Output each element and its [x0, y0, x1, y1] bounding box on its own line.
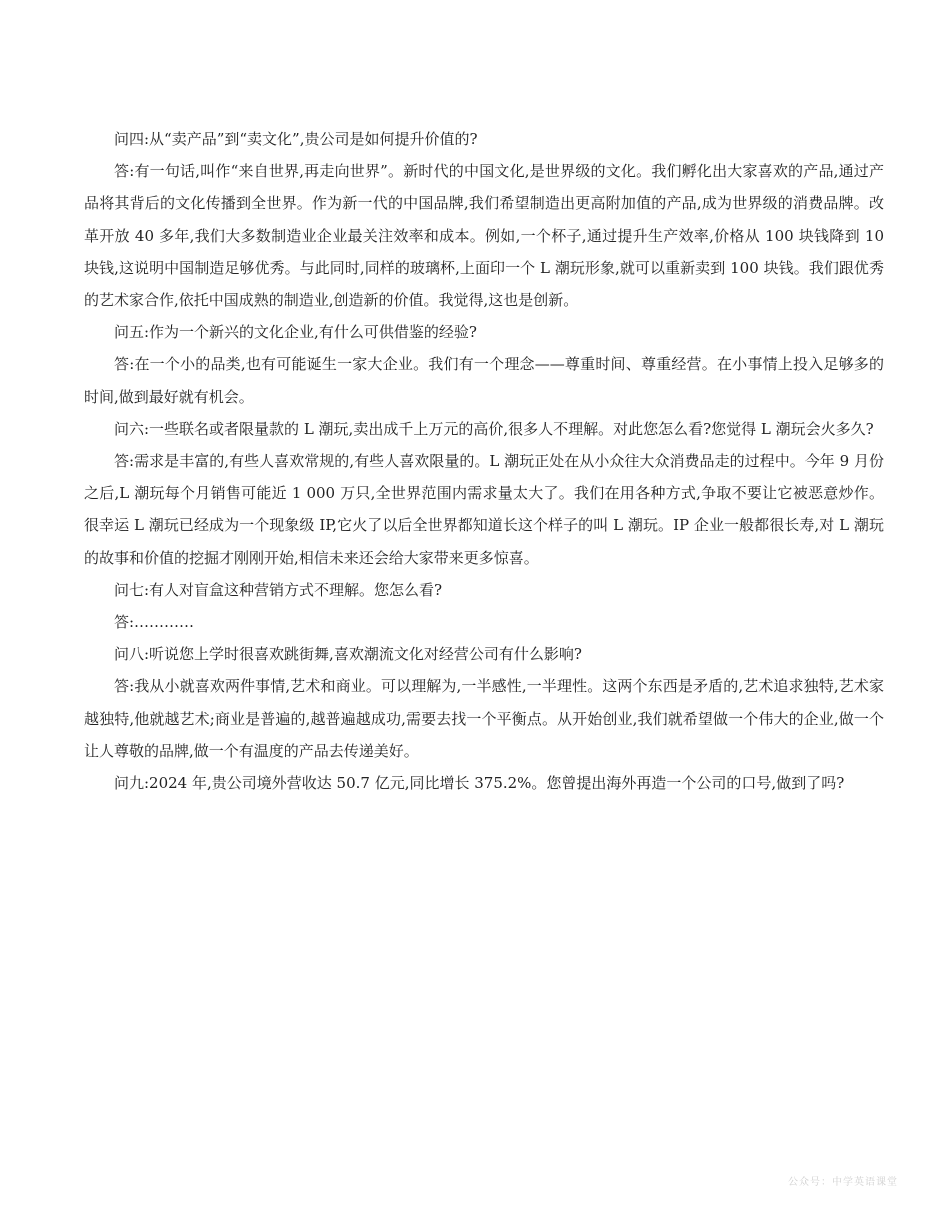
answer-5: 答:在一个小的品类,也有可能诞生一家大企业。我们有一个理念——尊重时间、尊重经营。在小事情上投入足够多的时间,做到最好就有机会。 — [84, 355, 884, 406]
answer-7: 答:………… — [114, 613, 195, 632]
question-9: 问九:2024 年,贵公司境外营收达 50.7 亿元,同比增长 375.2%。您曾提出海外再造一个公司的口号,做到了吗? — [114, 774, 845, 793]
question-5: 问五:作为一个新兴的文化企业,有什么可供借鉴的经验? — [114, 323, 477, 342]
question-8: 问八:听说您上学时很喜欢跳街舞,喜欢潮流文化对经营公司有什么影响? — [114, 645, 582, 664]
watermark: 公众号：中学英语课堂 — [788, 1177, 898, 1188]
answer-4: 答:有一句话,叫作“来自世界,再走向世界”。新时代的中国文化,是世界级的文化。我们孵化出大家喜欢的产品,通过产品将其背后的文化传播到全世界。作为新一代的中国品牌,我们希望制造出更高附加值的产品,成为世界级的消费品牌。改革开放 40 多年,我们大多数制造业企业最关注效率和成本。例如,一个杯子,通过提升生产效率,价格从 100 块钱降到 10 块钱,这说明中国制造足够优秀。与此同时,同样的玻璃杯,上面印一个 L 潮玩形象,就可以重新卖到 100 块钱。我们跟优秀的艺术家合作,依托中国成熟的制造业,创造新的价值。我觉得,这也是创新。 — [84, 162, 884, 310]
interview-text — [84, 123, 884, 799]
question-4: 问四:从“卖产品”到“卖文化”,贵公司是如何提升价值的? — [114, 130, 478, 148]
answer-8: 答:我从小就喜欢两件事情,艺术和商业。可以理解为,一半感性,一半理性。这两个东西是矛盾的,艺术追求独特,艺术家越独特,他就越艺术;商业是普遍的,越普遍越成功,需要去找一个平衡点。从开始创业,我们就希望做一个伟大的企业,做一个让人尊敬的品牌,做一个有温度的产品去传递美好。 — [84, 677, 884, 760]
answer-6: 答:需求是丰富的,有些人喜欢常规的,有些人喜欢限量的。L 潮玩正处在从小众往大众消费品走的过程中。今年 9 月份之后,L 潮玩每个月销售可能近 1 000 万只,全世界范围内需求量太大了。我们在用各种方式,争取不要让它被恶意炒作。很幸运 L 潮玩已经成为一个现象级 IP,它火了以后全世界都知道长这个样子的叫 L 潮玩。IP 企业一般都很长寿,对 L 潮玩的故事和价值的挖掘才刚刚开始,相信未来还会给大家带来更多惊喜。 — [84, 452, 884, 567]
question-7: 问七:有人对盲盒这种营销方式不理解。您怎么看? — [114, 580, 443, 599]
question-6: 问六:一些联名或者限量款的 L 潮玩,卖出成千上万元的高价,很多人不理解。对此您怎么看?您觉得 L 潮玩会火多久? — [114, 419, 874, 438]
